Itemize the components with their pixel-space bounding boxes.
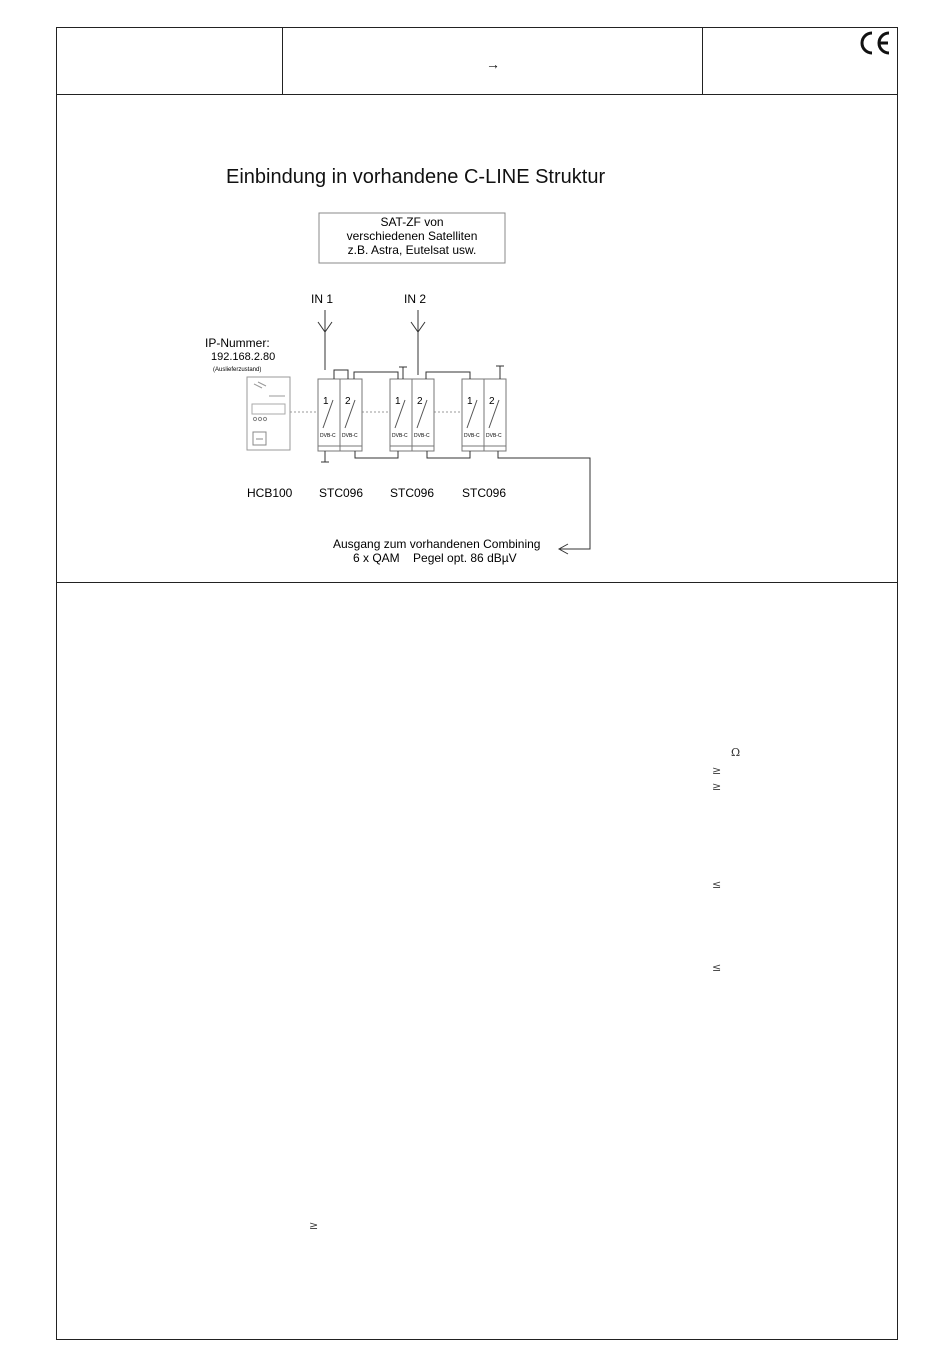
device-label-stc096-3: STC096 bbox=[462, 486, 507, 500]
stc096-module-2 bbox=[390, 379, 434, 451]
ip-note: (Auslieferzustand) bbox=[213, 367, 262, 373]
header-arrow: → bbox=[486, 56, 500, 72]
ip-value: 192.168.2.80 bbox=[211, 351, 276, 363]
loop-cable-3 bbox=[426, 372, 470, 379]
module2-port1: 1 bbox=[395, 396, 401, 407]
ip-label: IP-Nummer: bbox=[205, 336, 270, 350]
module1-port2: 2 bbox=[345, 396, 351, 407]
stc096-module-3 bbox=[462, 379, 506, 451]
loop-cable-1 bbox=[334, 370, 348, 379]
module2-out2: DVB-C bbox=[414, 433, 430, 439]
loop-cable-2 bbox=[354, 372, 398, 379]
spec-ge-symbol-3: ≥ bbox=[309, 1219, 319, 1232]
device-label-stc096-2: STC096 bbox=[390, 486, 435, 500]
output-line-2: 6 x QAM Pegel opt. 86 dBµV bbox=[353, 551, 517, 565]
input-label-2: IN 2 bbox=[404, 292, 427, 306]
diagram-title: Einbindung in vorhandene C-LINE Struktur bbox=[226, 166, 606, 188]
spec-ge-symbol-1: ≥ bbox=[712, 764, 722, 777]
spec-ge-symbol-2: ≥ bbox=[712, 780, 722, 793]
module2-port2: 2 bbox=[417, 396, 423, 407]
module3-port2: 2 bbox=[489, 396, 495, 407]
sat-box-line2: verschiedenen Satelliten bbox=[346, 229, 478, 243]
hcb100-device bbox=[247, 377, 290, 450]
device-label-stc096-1: STC096 bbox=[319, 486, 364, 500]
module1-out2: DVB-C bbox=[342, 433, 358, 439]
module2-out1: DVB-C bbox=[392, 433, 408, 439]
device-label-hcb100: HCB100 bbox=[247, 486, 293, 500]
spec-le-symbol-2: ≤ bbox=[712, 961, 722, 974]
input-arrow-1 bbox=[318, 310, 332, 370]
output-line-1: Ausgang zum vorhandenen Combining bbox=[333, 537, 541, 551]
stc096-module-1 bbox=[318, 379, 362, 451]
input-arrow-2 bbox=[411, 310, 425, 375]
output-cable-main bbox=[498, 451, 590, 549]
input-label-1: IN 1 bbox=[311, 292, 334, 306]
diagram-svg bbox=[0, 0, 950, 600]
spec-le-symbol-1: ≤ bbox=[712, 878, 722, 891]
module3-port1: 1 bbox=[467, 396, 473, 407]
module1-out1: DVB-C bbox=[320, 433, 336, 439]
module3-out2: DVB-C bbox=[486, 433, 502, 439]
sat-box-line3: z.B. Astra, Eutelsat usw. bbox=[347, 243, 477, 257]
output-cable-2 bbox=[427, 451, 470, 458]
module1-port1: 1 bbox=[323, 396, 329, 407]
spec-ohm-symbol: Ω bbox=[731, 746, 741, 759]
output-cable-1 bbox=[355, 451, 398, 458]
sat-box-line1: SAT-ZF von bbox=[380, 215, 444, 229]
module3-out1: DVB-C bbox=[464, 433, 480, 439]
